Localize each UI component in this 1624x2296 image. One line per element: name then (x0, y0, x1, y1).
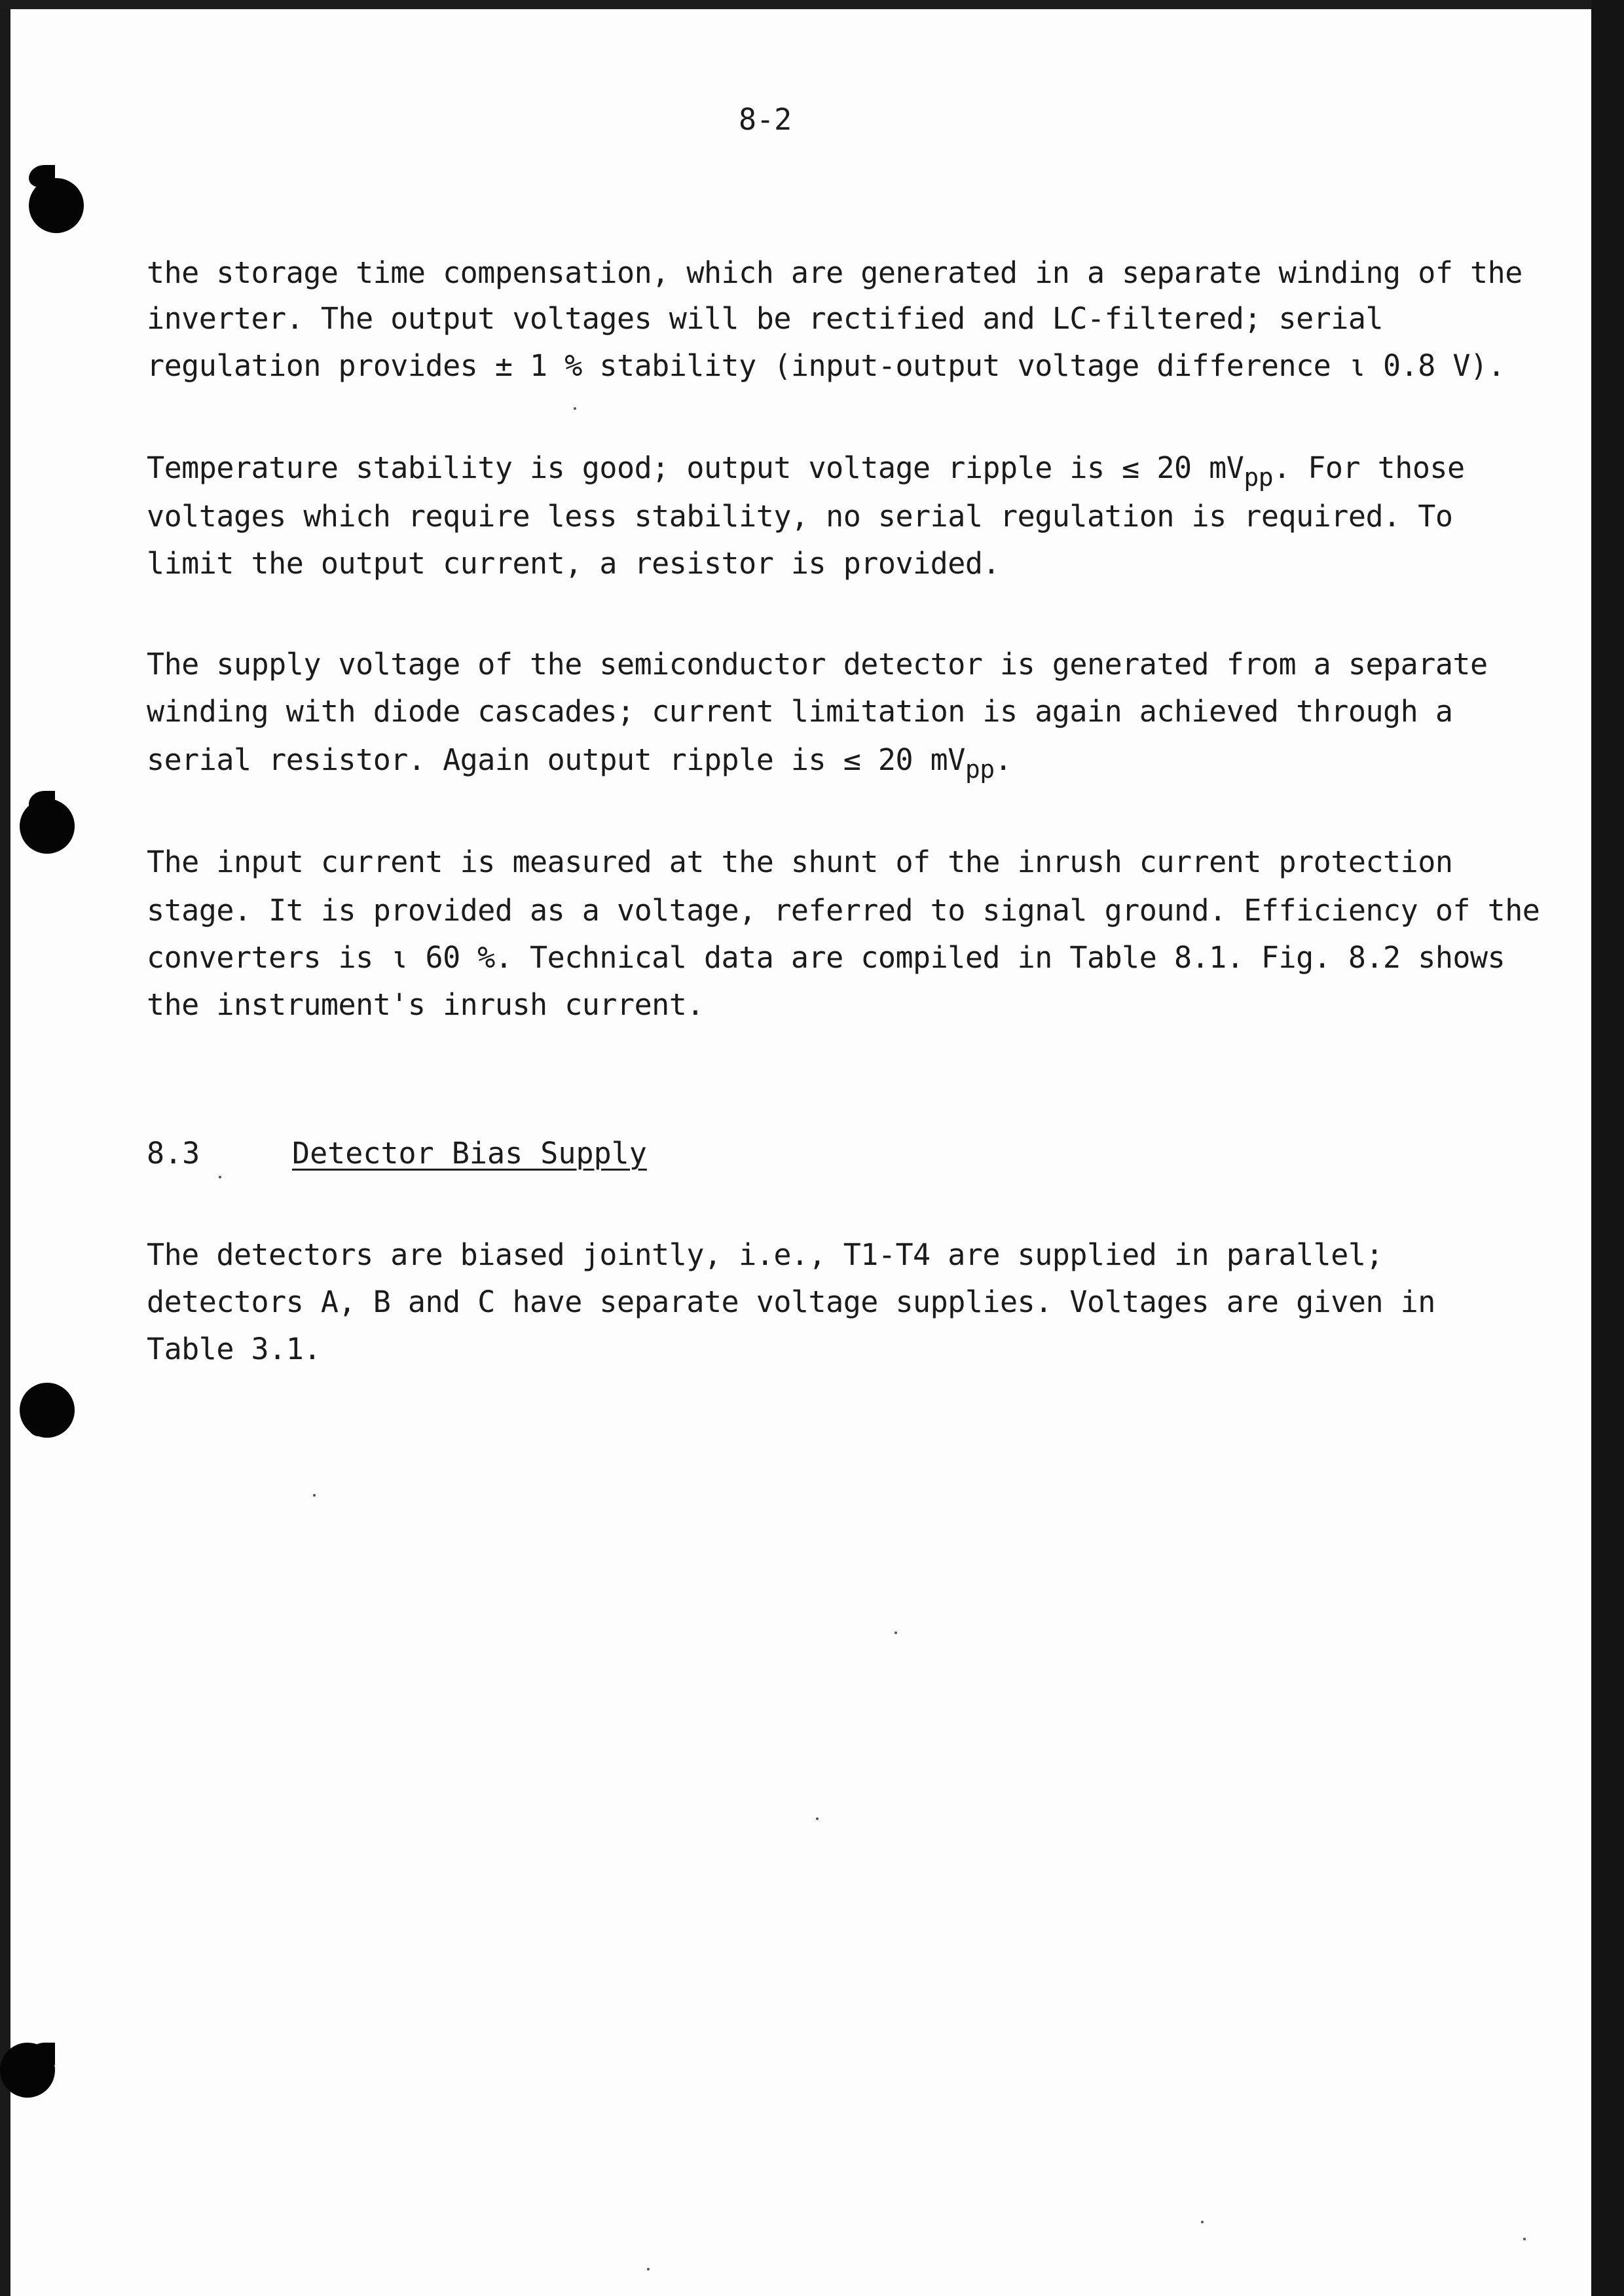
paragraph-2-line-2: voltages which require less stability, no serial regulation is required. To (147, 499, 1453, 534)
punch-hole-3 (20, 1383, 75, 1438)
paragraph-2-line-1-tail: . For those (1273, 450, 1465, 485)
paragraph-3-line-3-tail: . (994, 742, 1012, 777)
paragraph-3-line-3-text: serial resistor. Again output ripple is ≤ 20 mV (147, 742, 965, 777)
paragraph-1-line-1: the storage time compensation, which are generated in a separate winding of the (147, 255, 1522, 290)
paragraph-1-line-2: inverter. The output voltages will be rectified and LC-filtered; serial (147, 301, 1384, 336)
scan-speck (219, 1176, 221, 1178)
section-number: 8.3 (147, 1136, 200, 1171)
paragraph-5-line-2: detectors A, B and C have separate voltage supplies. Voltages are given in (147, 1285, 1435, 1319)
punch-hole-1 (29, 178, 84, 233)
scan-speck (313, 1494, 316, 1497)
paragraph-4-line-1: The input current is measured at the shunt of the inrush current protection (147, 845, 1453, 879)
scan-border-top (0, 0, 1624, 9)
paragraph-2-line-1-text: Temperature stability is good; output voltage ripple is ≤ 20 mV (147, 450, 1244, 485)
subscript-pp: pp (1244, 463, 1274, 492)
paragraph-4-line-4: the instrument's inrush current. (147, 987, 704, 1022)
punch-hole-4 (0, 2043, 55, 2098)
scan-speck (816, 1817, 819, 1820)
paragraph-3-line-2: winding with diode cascades; current limitation is again achieved through a (147, 694, 1453, 729)
scan-speck (574, 407, 576, 410)
subscript-pp: pp (965, 755, 995, 784)
paragraph-1-line-3: regulation provides ± 1 % stability (input-output voltage difference ι 0.8 V). (147, 348, 1505, 383)
scan-speck (895, 1631, 897, 1634)
paragraph-4-line-2: stage. It is provided as a voltage, referred to signal ground. Efficiency of the (147, 893, 1540, 928)
page-number: 8-2 (739, 102, 792, 137)
paragraph-2-line-1 (147, 450, 1465, 492)
paragraph-3-line-3 (147, 742, 1012, 784)
scan-speck (1523, 2238, 1526, 2240)
punch-hole-2 (20, 799, 75, 854)
paragraph-5-line-3: Table 3.1. (147, 1332, 321, 1366)
scan-speck (1201, 2221, 1204, 2223)
paragraph-5-line-1: The detectors are biased jointly, i.e., T1-T4 are supplied in parallel; (147, 1237, 1384, 1272)
section-title: Detector Bias Supply (292, 1136, 647, 1171)
scan-border-right (1591, 0, 1624, 2296)
paragraph-3-line-1: The supply voltage of the semiconductor detector is generated from a separate (147, 647, 1488, 682)
paragraph-2-line-3: limit the output current, a resistor is provided. (147, 546, 1001, 581)
scan-speck (647, 2268, 650, 2270)
paragraph-4-line-3: converters is ι 60 %. Technical data are compiled in Table 8.1. Fig. 8.2 shows (147, 940, 1505, 975)
